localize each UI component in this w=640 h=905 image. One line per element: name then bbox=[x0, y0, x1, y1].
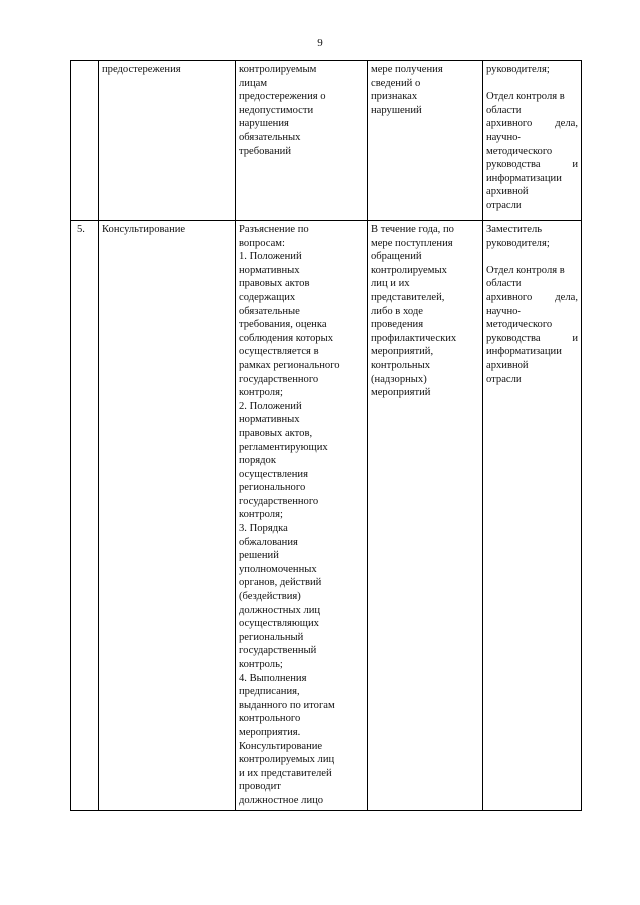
table-row bbox=[71, 221, 582, 811]
responsible-line bbox=[486, 332, 578, 346]
row-number-cell bbox=[71, 61, 99, 221]
measure-term-cell bbox=[368, 61, 483, 221]
measure-content: контролируемым лицам предостережения о недопустимости нарушения обязательных требований bbox=[239, 64, 326, 157]
measure-term: В течение года, по мере поступления обращений контролируемых лиц и их представителей, либо в ходе проведения профилактических мероприятий, контрольных (надзорных) мероприятий bbox=[371, 224, 457, 399]
responsible-line: информатизации bbox=[486, 172, 562, 184]
responsible-position: руководителя; bbox=[486, 64, 550, 75]
responsible-word: и bbox=[572, 332, 578, 344]
responsible-department bbox=[486, 90, 578, 212]
responsible-word: руководства bbox=[486, 159, 541, 171]
responsible-line bbox=[486, 117, 578, 131]
measure-content-cell bbox=[236, 61, 368, 221]
responsible-line: архивной bbox=[486, 359, 529, 371]
responsible-line: области bbox=[486, 104, 522, 116]
page-number: 9 bbox=[317, 37, 323, 49]
responsible-line: научно- bbox=[486, 305, 521, 317]
responsible-line: архивной bbox=[486, 186, 529, 198]
measure-term: мере получения сведений о признаках нарушений bbox=[371, 64, 443, 116]
responsible-line: Отдел контроля в bbox=[486, 91, 565, 103]
row-number-cell bbox=[71, 221, 99, 811]
measure-type-cell bbox=[99, 61, 236, 221]
responsible-word: и bbox=[572, 159, 578, 171]
responsible-line: информатизации bbox=[486, 346, 562, 358]
responsible-line: методического bbox=[486, 145, 553, 157]
responsible-line: области bbox=[486, 278, 522, 290]
responsible-department bbox=[486, 264, 578, 386]
responsible-line: отрасли bbox=[486, 373, 522, 385]
measure-type-cell bbox=[99, 221, 236, 811]
responsible-line bbox=[486, 291, 578, 305]
measure-type: Консультирование bbox=[102, 224, 186, 235]
responsible-line: отрасли bbox=[486, 199, 522, 211]
measure-type: предостережения bbox=[102, 64, 181, 75]
responsible-position: Заместитель руководителя; bbox=[486, 224, 550, 249]
measure-term-cell bbox=[368, 221, 483, 811]
responsible-word: архивного bbox=[486, 291, 533, 303]
responsible-line: Отдел контроля в bbox=[486, 264, 565, 276]
responsible-word: руководства bbox=[486, 332, 541, 344]
responsible-cell bbox=[483, 221, 582, 811]
responsible-line: научно- bbox=[486, 131, 521, 143]
responsible-line: методического bbox=[486, 319, 553, 331]
responsible-line bbox=[486, 158, 578, 172]
row-number: 5. bbox=[77, 224, 85, 235]
measure-content-cell bbox=[236, 221, 368, 811]
measure-content: Разъяснение по вопросам: 1. Положений нормативных правовых актов содержащих обязательные требования, оценка соблюдения которых осуществляется в рамках регионального государственного контроля; 2. Положений нормативных правовых актов, регламентирующих порядок осуществления регионального государственного контроля; 3. Порядка обжалования решений уполномоченных органов, действий (бездействия) должностных лиц осуществляющих региональный государственный контроль; 4. Выполнения предписания, выданного по итогам контрольного мероприятия. Консультирование контролируемых лиц и их представителей проводит должностное лицо bbox=[239, 224, 340, 806]
responsible-word: дела, bbox=[555, 118, 578, 130]
table-row bbox=[71, 61, 582, 221]
responsible-word: дела, bbox=[555, 291, 578, 303]
activities-table bbox=[70, 60, 582, 811]
responsible-word: архивного bbox=[486, 118, 533, 130]
responsible-cell bbox=[483, 61, 582, 221]
